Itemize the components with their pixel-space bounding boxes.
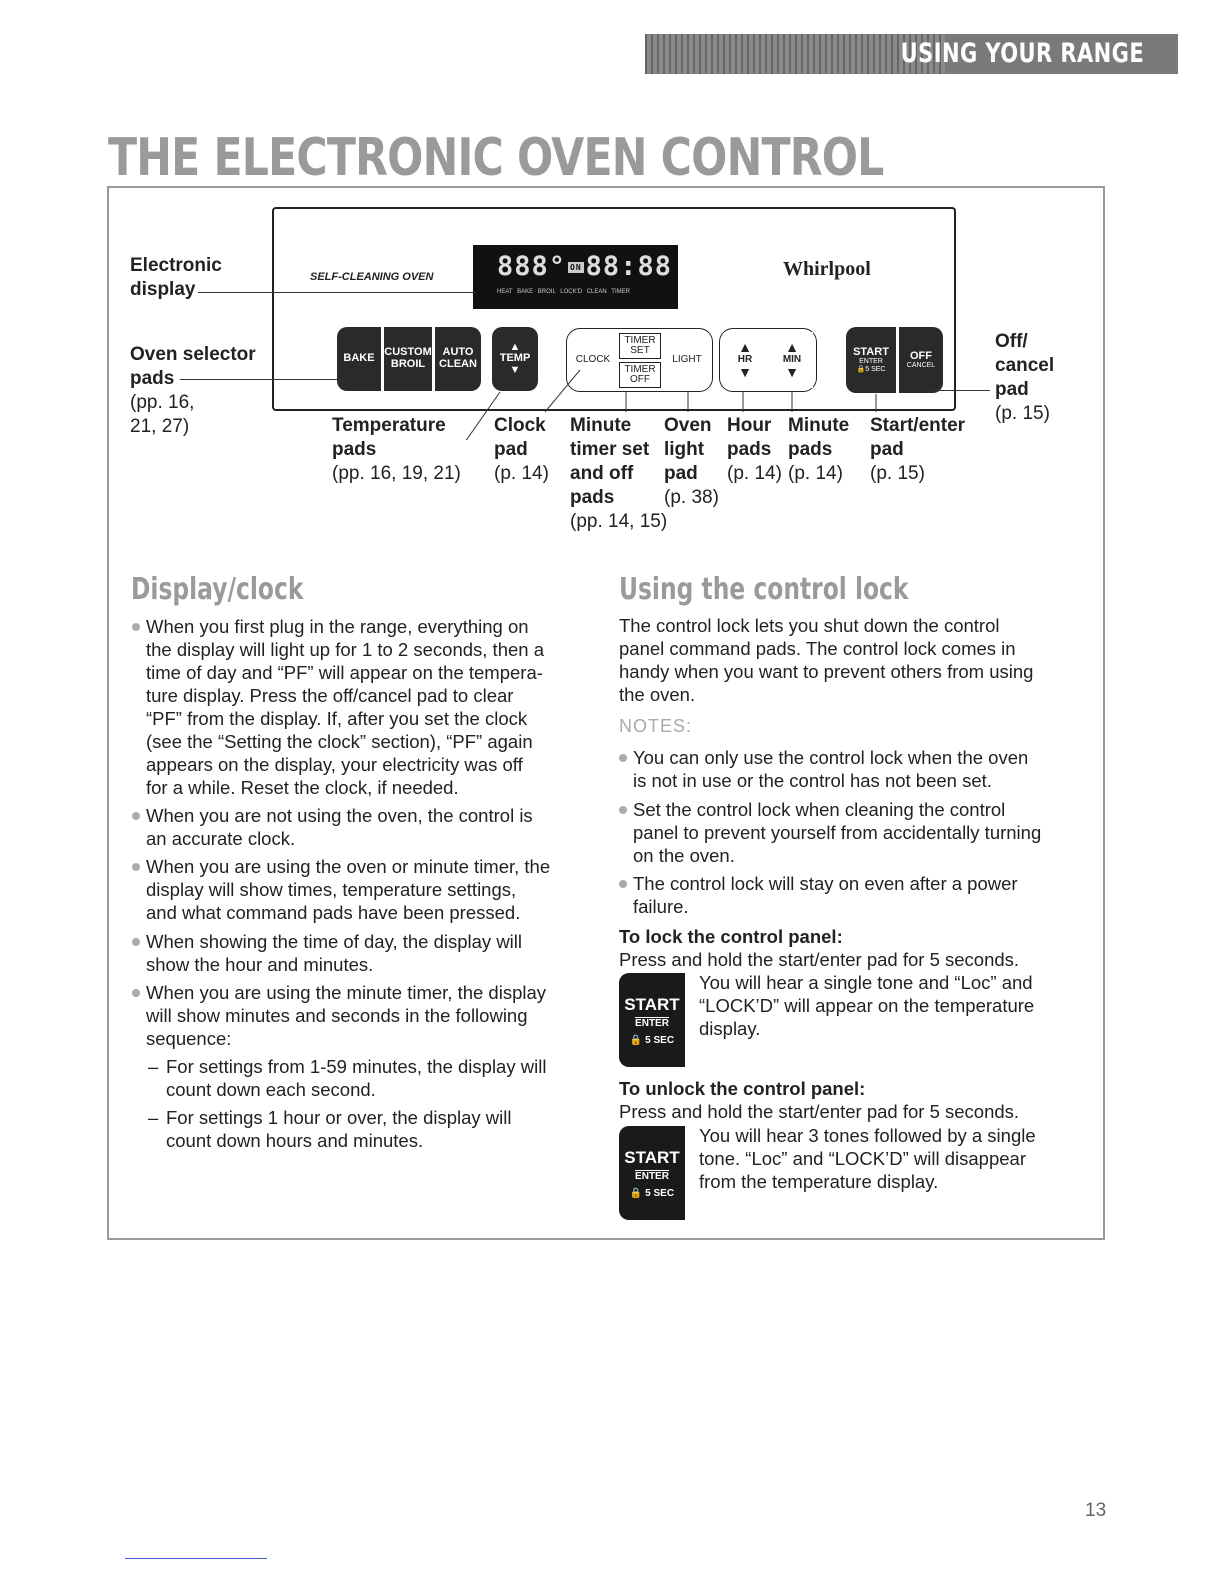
hour-callout: Hour pads (p. 14)	[727, 415, 782, 484]
temp-down-arrow-icon: ▼	[509, 363, 521, 376]
on-indicator: ON	[570, 263, 582, 272]
unlock-subheading: To unlock the control panel:	[619, 1078, 866, 1099]
bullet-dot-icon	[132, 989, 140, 997]
timer-set-label-2: SET	[630, 345, 650, 356]
bullet-dot-icon	[132, 623, 140, 631]
bake-label: BAKE	[343, 352, 375, 365]
minute-callout: Minute pads (p. 14)	[788, 415, 850, 484]
start-enter-lock-icon: START ENTER 🔒 5 SEC	[619, 973, 685, 1067]
hour-down-arrow-icon: ▼	[738, 364, 752, 381]
unlock-description: You will hear 3 tones followed by a single tone. “Loc” and “LOCK’D” will disappear from the temperature display.	[699, 1125, 1036, 1192]
timer-set-label-1: TIMER	[624, 334, 656, 346]
temp-digits: 888°	[497, 251, 567, 282]
section-title: USING YOUR RANGE	[900, 38, 1144, 69]
display-bullet-3: When you are using the oven or minute timer, the display will show times, temperature settings, and what command pads have been pressed.	[132, 855, 550, 924]
display-bullet-2: When you are not using the oven, the control is an accurate clock.	[132, 804, 533, 850]
display-indicators: HEAT BAKE BROIL LOCK'D CLEAN TIMER	[497, 289, 630, 295]
whirlpool-logo: Whirlpool	[783, 258, 871, 280]
clock-digits: 88:88	[585, 251, 672, 282]
start-label: START	[853, 345, 889, 358]
custom-broil-label-2: BROIL	[390, 358, 426, 370]
oven-selector-callout: Oven selector pads (pp. 16, 21, 27)	[130, 344, 256, 437]
hour-label: HR	[737, 353, 753, 365]
display-dash-2: – For settings 1 hour or over, the display will count down hours and minutes.	[148, 1107, 512, 1151]
display-clock-heading: Display/clock	[131, 572, 304, 607]
page-number: 13	[1085, 1500, 1107, 1521]
electronic-display-callout: Electronic display	[130, 255, 222, 300]
bullet-dot-icon	[619, 754, 627, 762]
temperature-callout: Temperature pads (pp. 16, 19, 21)	[332, 415, 461, 484]
start-lock-note: 🔒5 SEC	[856, 365, 886, 373]
lock-description: You will hear a single tone and “Loc” and “LOCK’D” will appear on the temperature display.	[699, 972, 1035, 1039]
lock-line-1: Press and hold the start/enter pad for 5 seconds.	[619, 949, 1020, 970]
minute-up-arrow-icon: ▲	[785, 339, 799, 356]
clock-label: CLOCK	[575, 353, 611, 365]
bullet-dot-icon	[619, 806, 627, 814]
minute-timer-callout: Minute timer set and off pads (pp. 14, 15)	[570, 415, 668, 532]
display-bullet-5: When you are using the minute timer, the display will show minutes and seconds in the following sequence:	[132, 981, 546, 1050]
auto-clean-label-1: AUTO	[442, 346, 474, 359]
bullet-dot-icon	[132, 938, 140, 946]
minute-label: MIN	[782, 353, 802, 365]
light-label: LIGHT	[672, 353, 702, 365]
timer-off-label-1: TIMER	[624, 363, 656, 375]
lock-icon: 🔒	[629, 1034, 643, 1046]
lock-5sec-label: 🔒 5 SEC	[629, 1034, 675, 1046]
hour-up-arrow-icon: ▲	[738, 339, 752, 356]
page-title: THE ELECTRONIC OVEN CONTROL	[108, 128, 884, 188]
display-bullet-1	[132, 615, 544, 799]
display-bullet-1-text: When you first plug in the range, everything on the display will light up for 1 to 2 seconds, then a time of day and “PF” will appear on the tempera- ture display. Press the off/cancel pad to clear “PF” from the display. If, after you set the clock (see the “Setting the clock” section), “PF” again appears on the display, your electricity was off for a while. Reset the clock, if needed.	[146, 616, 544, 798]
start-enter-unlock-icon: START ENTER 🔒 5 SEC	[619, 1126, 685, 1220]
off-cancel-callout: Off/ cancel pad (p. 15)	[995, 331, 1055, 424]
display-bullet-4: When showing the time of day, the display will show the hour and minutes.	[132, 930, 522, 976]
oven-light-callout: Oven light pad (p. 38)	[664, 415, 719, 508]
clock-callout: Clock pad (p. 14)	[494, 415, 549, 484]
off-label: OFF	[910, 349, 932, 362]
minute-down-arrow-icon: ▼	[785, 364, 799, 381]
timer-off-label-2: OFF	[630, 374, 650, 385]
notes-label: NOTES:	[619, 716, 693, 736]
enter-label: ENTER	[859, 358, 883, 366]
lock-subheading: To lock the control panel:	[619, 926, 843, 947]
temp-up-arrow-icon: ▲	[509, 340, 521, 353]
unlock-line-1: Press and hold the start/enter pad for 5 seconds.	[619, 1101, 1020, 1122]
note-bullet-1: You can only use the control lock when the oven is not in use or the control has not been set.	[619, 746, 1028, 792]
display-dash-1: – For settings from 1-59 minutes, the display will count down each second.	[148, 1056, 547, 1100]
auto-clean-label-2: CLEAN	[439, 358, 477, 370]
bullet-dot-icon	[132, 863, 140, 871]
bottom-rule	[125, 1558, 267, 1559]
temp-label: TEMP	[499, 352, 531, 365]
start-enter-callout: Start/enter pad (p. 15)	[870, 415, 966, 484]
custom-broil-label-1: CUSTOM	[384, 346, 432, 359]
cancel-label: CANCEL	[906, 362, 936, 370]
control-lock-intro: The control lock lets you shut down the control panel command pads. The control lock comes in handy when you want to prevent others from using the oven.	[619, 615, 1034, 705]
unlock-5sec-label: 🔒 5 SEC	[629, 1187, 675, 1199]
lock-icon: 🔒	[629, 1187, 643, 1199]
bullet-dot-icon	[132, 812, 140, 820]
bullet-dot-icon	[619, 880, 627, 888]
note-bullet-3: The control lock will stay on even after a power failure.	[619, 872, 1018, 918]
control-lock-heading: Using the control lock	[619, 572, 909, 607]
note-bullet-2: Set the control lock when cleaning the control panel to prevent yourself from accidentally turning on the oven.	[619, 798, 1041, 867]
callout-leader-lines	[0, 0, 1224, 440]
lock-icon: 🔒	[856, 365, 866, 373]
self-cleaning-label: SELF-CLEANING OVEN	[310, 271, 434, 283]
